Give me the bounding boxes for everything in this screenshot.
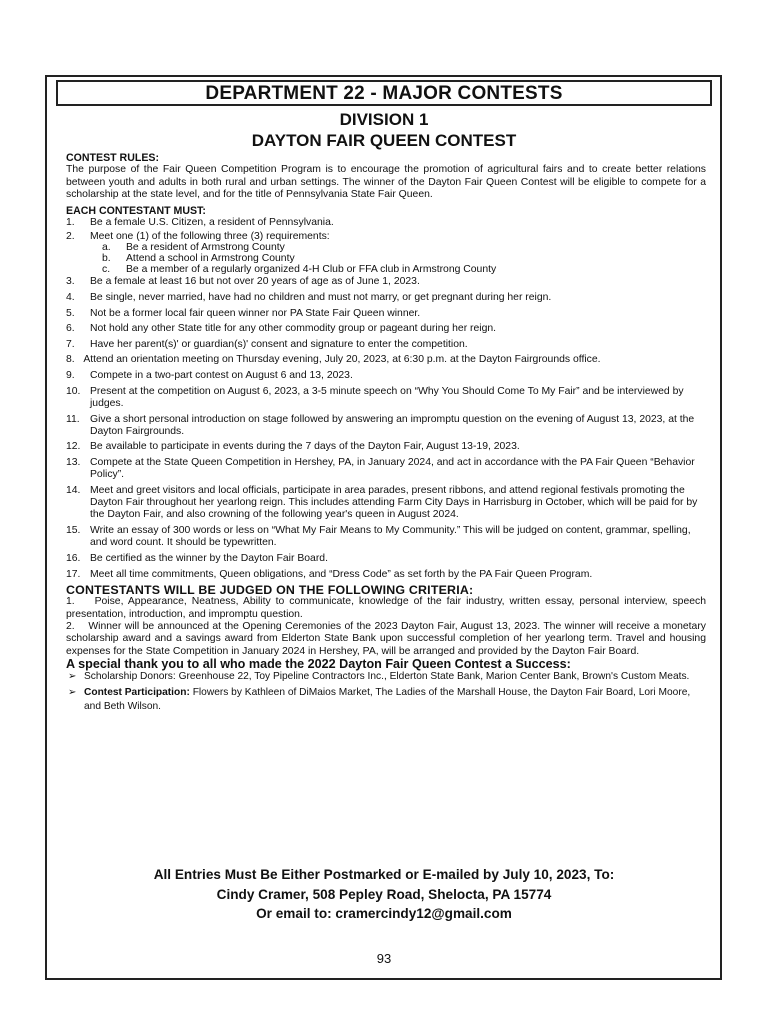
- list-item: [66, 308, 706, 320]
- list-item: [66, 354, 706, 366]
- list-item: [66, 525, 706, 550]
- item-number: 16.: [66, 552, 81, 564]
- list-item: [66, 414, 706, 439]
- thanks-item-text: Flowers by Kathleen of DiMaios Market, The Ladies of the Marshall House, the Dayton Fair Board, Lori Moore, and Beth Wilson.: [84, 687, 691, 713]
- deadline-line: All Entries Must Be Either Postmarked or E-mailed by July 10, 2023, To:: [153, 867, 615, 882]
- criteria-heading: CONTESTANTS WILL BE JUDGED ON THE FOLLOWING CRITERIA:: [66, 583, 474, 598]
- thanks-heading: A special thank you to all who made the 2022 Dayton Fair Queen Contest a Success:: [66, 656, 571, 671]
- rules-heading: CONTEST RULES:: [66, 152, 159, 164]
- arrow-bullet-icon: ➢: [68, 671, 77, 683]
- item-text: Meet and greet visitors and local officials, participate in area parades, present ribbons, and attend regional festivals promoting the Dayton Fair throughout her yearlong reign. This includes attending Farm City Days in Harrisburg in October, which will be paid for by the Dayton Fair, and also crowning of the following year's queen in August 2024.: [90, 484, 698, 521]
- sub-item-letter: a.: [102, 242, 111, 254]
- item-text: Have her parent(s)' or guardian(s)' consent and signature to enter the competition.: [90, 338, 468, 350]
- item-number: 1.: [66, 217, 75, 229]
- item-number: 2.: [66, 230, 75, 242]
- item-number: 7.: [66, 338, 75, 350]
- list-item: [66, 569, 706, 581]
- criteria-item-2: 2. Winner will be announced at the Opening Ceremonies of the 2023 Dayton Fair, August 13, 2023. The winner will receive a monetary scholarship award and a savings award from Elderton State Bank upon successful completion of her yearlong term. Travel and housing expenses for the State Competition in January 2024 in Hershey, PA, will be arranged and provided by the Dayton Fair Board.: [66, 621, 709, 657]
- list-item: [66, 323, 706, 335]
- thanks-item-label: Contest Participation:: [84, 687, 190, 699]
- arrow-bullet-icon: ➢: [68, 687, 77, 699]
- item-text: Be certified as the winner by the Dayton Fair Board.: [90, 552, 328, 564]
- contest-title: DAYTON FAIR QUEEN CONTEST: [251, 131, 517, 150]
- thanks-item: [66, 670, 706, 684]
- list-item: [66, 339, 706, 351]
- sub-item-text: Attend a school in Armstrong County: [126, 252, 295, 264]
- email-line: Or email to: cramercindy12@gmail.com: [256, 906, 512, 921]
- address-line: Cindy Cramer, 508 Pepley Road, Shelocta, PA 15774: [216, 886, 552, 902]
- item-number: 15.: [66, 525, 81, 537]
- list-item: [66, 553, 706, 565]
- item-number: 6.: [66, 323, 75, 335]
- sub-item-text: Be a member of a regularly organized 4-H Club or FFA club in Armstrong County: [126, 263, 497, 275]
- thanks-list: [66, 670, 706, 714]
- rules-intro: The purpose of the Fair Queen Competition Program is to encourage the promotion of agricultural fairs and to create better relations between youth and adults in both rural and urban settings. The winner of the Dayton Fair Queen Contest will be eligible to compete for a scholarship at the state level, and for the title of Pennsylvania State Fair Queen.: [66, 164, 706, 200]
- item-number: 17.: [66, 568, 81, 580]
- requirements-list: [66, 217, 706, 580]
- list-item: [66, 292, 706, 304]
- item-text: Not hold any other State title for any other commodity group or pageant during her reign.: [90, 323, 497, 335]
- sub-item-text: Be a resident of Armstrong County: [126, 242, 285, 254]
- list-item: [66, 217, 706, 229]
- list-item: [66, 386, 706, 411]
- item-text: Present at the competition on August 6, 2023, a 3-5 minute speech on “Why You Should Come To My Fair” and be interviewed by judges.: [90, 385, 684, 409]
- list-item: [66, 441, 706, 453]
- sub-requirements-list: [90, 243, 706, 275]
- item-text: Compete at the State Queen Competition in Hershey, PA, in January 2024, and act in accordance with the PA Fair Queen “Behavior Policy”.: [90, 457, 695, 481]
- item-number: 13.: [66, 457, 81, 468]
- item-number: 4.: [66, 292, 75, 304]
- document-body: [66, 152, 709, 716]
- department-title: DEPARTMENT 22 - MAJOR CONTESTS: [56, 80, 712, 106]
- item-number: 10.: [66, 385, 81, 397]
- sub-item-letter: c.: [102, 263, 111, 275]
- item-text: Attend an orientation meeting on Thursday evening, July 20, 2023, at 6:30 p.m. at the Dayton Fairgrounds office.: [83, 354, 601, 366]
- submission-info: [56, 865, 712, 924]
- sub-item-letter: b.: [102, 252, 111, 264]
- list-item: [66, 370, 706, 382]
- item-number: 14.: [66, 484, 81, 496]
- list-item: [66, 231, 706, 276]
- item-number: 5.: [66, 307, 75, 319]
- sub-list-item: [102, 265, 706, 276]
- item-text: Meet all time commitments, Queen obligations, and “Dress Code” as set forth by the PA Fair Queen Program.: [90, 568, 593, 580]
- item-text: Write an essay of 300 words or less on “What My Fair Means to My Community.” This will be judged on content, grammar, spelling, and word count. It should be typewritten.: [90, 525, 691, 549]
- item-number: 12.: [66, 441, 81, 453]
- item-text: Be a female U.S. Citizen, a resident of Pennsylvania.: [90, 217, 334, 229]
- thanks-item-text: Scholarship Donors: Greenhouse 22, Toy Pipeline Contractors Inc., Elderton State Bank, Marion Center Bank, Brown's Custom Meats.: [84, 671, 690, 683]
- item-text: Not be a former local fair queen winner nor PA State Fair Queen winner.: [90, 307, 421, 319]
- item-number: 9.: [66, 370, 75, 382]
- item-number: 11.: [66, 413, 80, 425]
- item-text: Be available to participate in events during the 7 days of the Dayton Fair, August 13-19, 2023.: [90, 441, 520, 453]
- item-text: Be a female at least 16 but not over 20 years of age as of June 1, 2023.: [90, 276, 420, 288]
- must-heading: EACH CONTESTANT MUST:: [66, 205, 206, 218]
- list-item: [66, 485, 706, 522]
- list-item: [66, 457, 706, 482]
- thanks-item: [66, 686, 706, 714]
- item-text: Compete in a two-part contest on August 6 and 13, 2023.: [90, 370, 353, 382]
- item-number: 3.: [66, 276, 75, 288]
- criteria-item-1: 1. Poise, Appearance, Neatness, Ability to communicate, knowledge of the fair industry, written essay, personal interview, speech presentation, introduction, and impromptu question.: [66, 596, 709, 620]
- list-item: [66, 276, 706, 288]
- item-number: 8.: [66, 354, 75, 366]
- division-title: DIVISION 1: [339, 110, 429, 129]
- page-number: 93: [376, 951, 392, 966]
- item-text: Be single, never married, have had no children and must not marry, or get pregnant during her reign.: [90, 292, 552, 304]
- item-text: Meet one (1) of the following three (3) requirements:: [90, 230, 330, 242]
- item-text: Give a short personal introduction on stage followed by answering an impromptu question on the evening of August 13, 2023, at the Dayton Fairgrounds.: [90, 413, 695, 437]
